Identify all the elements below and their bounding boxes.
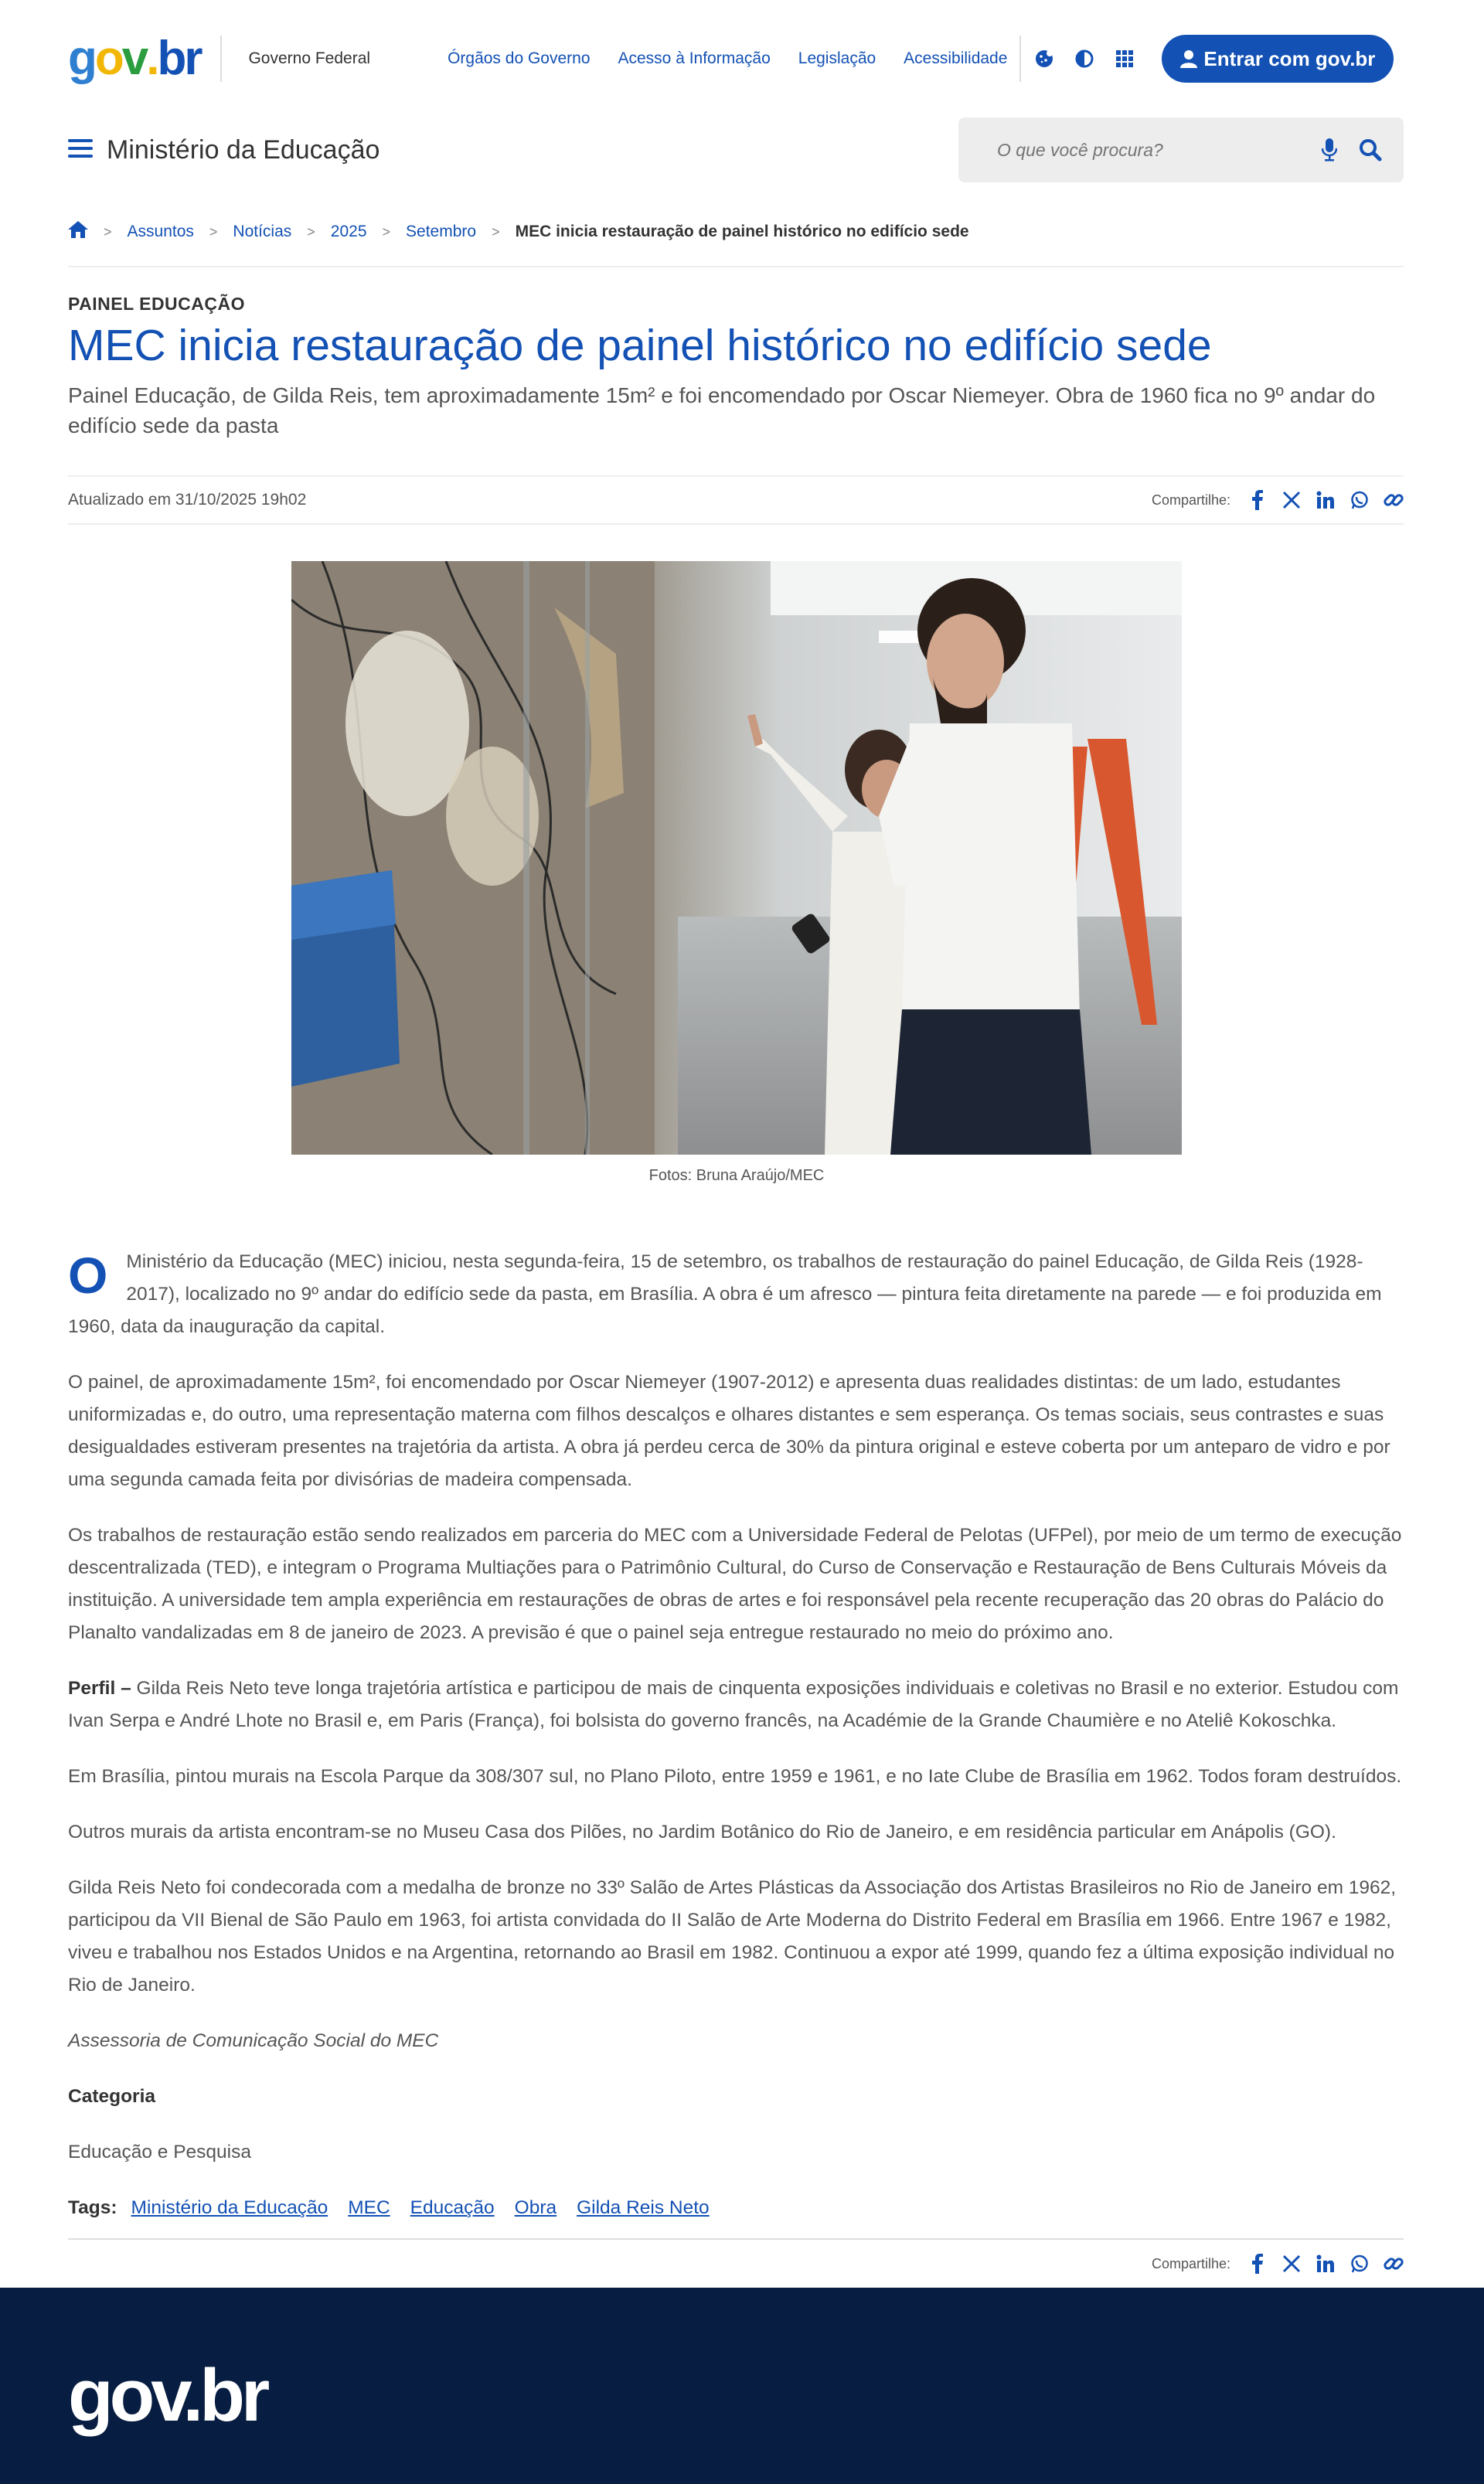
photo-caption: Fotos: Bruna Araújo/MEC xyxy=(648,1167,825,1184)
paragraph: Os trabalhos de restauração estão sendo realizados em parceria do MEC com a Universidade Federal de Pelotas (UFPel), por meio de um termo de execução descentralizada (TED), e integram o Programa Multiações para o Patrimônio Cultural, do Curso de Conservação e Restauração de Bens Culturais Móveis da instituição. A universidade tem ampla experiência em restaurações de obras de artes e foi responsável pela recente recuperação das 20 obras do Palácio do Planalto vandalizadas em 8 de janeiro de 2023. A previsão é que o painel seja entregue restaurado no meio do próximo ano. xyxy=(68,1525,1402,1643)
article-title: MEC inicia restauração de painel histórico no edifício sede xyxy=(68,321,1212,370)
breadcrumb-current: MEC inicia restauração de painel histórico no edifício sede xyxy=(515,223,969,240)
linkedin-icon[interactable] xyxy=(1316,2254,1336,2274)
article-photo xyxy=(291,561,1182,1155)
copy-link-icon[interactable] xyxy=(1384,490,1404,510)
search-icon[interactable] xyxy=(1359,138,1382,162)
tag-link[interactable]: Educação xyxy=(410,2197,495,2218)
governo-federal-label: Governo Federal xyxy=(248,49,371,67)
article-body xyxy=(68,1246,1404,2224)
site-title[interactable]: Ministério da Educação xyxy=(107,134,380,165)
article-subtitle: Painel Educação, de Gilda Reis, tem aproximadamente 15m² e foi encomendado por Oscar Niemeyer. Obra de 1960 fica no 9º andar do edifício sede da pasta xyxy=(68,383,1376,438)
apps-grid-icon[interactable] xyxy=(1114,48,1135,70)
link-orgaos[interactable]: Órgãos do Governo xyxy=(448,49,591,67)
top-header xyxy=(68,28,1404,90)
login-button[interactable]: Entrar com gov.br xyxy=(1162,35,1394,83)
cookie-icon[interactable] xyxy=(1033,48,1055,70)
govbr-logo[interactable]: g o v . br xyxy=(68,32,201,85)
tag-link[interactable]: Obra xyxy=(514,2197,557,2218)
author-signature: Assessoria de Comunicação Social do MEC xyxy=(68,2030,439,2051)
share-label: Compartilhe: xyxy=(1151,492,1230,508)
whatsapp-icon[interactable] xyxy=(1350,2254,1370,2274)
user-icon xyxy=(1180,49,1197,68)
category-value: Educação e Pesquisa xyxy=(68,2142,251,2162)
x-twitter-icon[interactable] xyxy=(1281,490,1302,510)
home-icon[interactable] xyxy=(68,221,88,243)
divider xyxy=(1019,36,1021,82)
search-input[interactable] xyxy=(996,139,1300,162)
top-links xyxy=(448,49,1007,68)
article-meta xyxy=(68,475,1404,525)
tags-label: Tags: xyxy=(68,2197,117,2218)
perfil-label: Perfil – xyxy=(68,1678,131,1699)
site-header xyxy=(68,116,1404,184)
share-bar xyxy=(1152,490,1404,510)
menu-icon[interactable] xyxy=(68,138,93,163)
tag-link[interactable]: Ministério da Educação xyxy=(131,2197,328,2218)
link-acesso-informacao[interactable]: Acesso à Informação xyxy=(618,49,771,67)
paragraph: Outros murais da artista encontram-se no Museu Casa dos Pilões, no Jardim Botânico do Rio de Janeiro, e em residência particular em Anápolis (GO). xyxy=(68,1822,1336,1843)
updated-date: Atualizado em 31/10/2025 19h02 xyxy=(68,491,307,509)
microphone-icon[interactable] xyxy=(1322,138,1337,162)
chevron-right-icon: > xyxy=(492,223,500,240)
category-label: Categoria xyxy=(68,2086,156,2107)
paragraph: O Ministério da Educação (MEC) iniciou, nesta segunda-feira, 15 de setembro, os trabalhos de restauração do painel Educação, de Gilda Reis (1928-2017), localizado no 9º andar do edifício sede da pasta, em Brasília. A obra é um afresco — pintura feita diretamente na parede — e foi produzida em 1960, data da inauguração da capital. xyxy=(68,1247,1382,1337)
article-kicker: PAINEL EDUCAÇÃO xyxy=(68,294,245,314)
breadcrumb-noticias[interactable]: Notícias xyxy=(233,223,292,240)
breadcrumb-2025[interactable]: 2025 xyxy=(330,223,367,240)
search-bar xyxy=(958,117,1404,182)
paragraph: Perfil – Gilda Reis Neto teve longa trajetória artística e participou de mais de cinquenta exposições individuais e coletivas no Brasil e no exterior. Estudou com Ivan Serpa e André Lhote no Brasil e, em Paris (França), foi bolsista do governo francês, na Académie de la Grande Chaumière e no Ateliê Kokoschka. xyxy=(68,1678,1399,1731)
linkedin-icon[interactable] xyxy=(1316,490,1336,510)
whatsapp-icon[interactable] xyxy=(1350,490,1370,510)
chevron-right-icon: > xyxy=(104,223,112,240)
facebook-icon[interactable] xyxy=(1247,2254,1268,2274)
x-twitter-icon[interactable] xyxy=(1281,2254,1302,2274)
breadcrumb-assuntos[interactable]: Assuntos xyxy=(127,223,194,240)
paragraph: O painel, de aproximadamente 15m², foi encomendado por Oscar Niemeyer (1907-2012) e apresenta duas realidades distintas: de um lado, estudantes uniformizadas e, do outro, uma representação materna com filhos descalços e olhares distantes e sem esperança. Os temas sociais, seus contrastes e suas desigualdades estiveram presentes na trajetória da artista. A obra já perdeu cerca de 30% da pintura original e esteve coberta por um anteparo de vidro e por uma segunda camada feita por divisórias de madeira compensada. xyxy=(68,1372,1390,1490)
bottom-share-bar xyxy=(68,2238,1404,2288)
paragraph: Em Brasília, pintou murais na Escola Parque da 308/307 sul, no Plano Piloto, entre 1959 e 1961, e no Iate Clube de Brasília em 1962. Todos foram destruídos. xyxy=(68,1766,1402,1787)
facebook-icon[interactable] xyxy=(1247,490,1268,510)
tag-link[interactable]: Gilda Reis Neto xyxy=(577,2197,710,2218)
link-legislacao[interactable]: Legislação xyxy=(798,49,876,67)
breadcrumb-setembro[interactable]: Setembro xyxy=(406,223,477,240)
paragraph: Gilda Reis Neto foi condecorada com a medalha de bronze no 33º Salão de Artes Plásticas da Associação dos Artistas Brasileiros no Rio de Janeiro em 1962, participou da VII Bienal de São Paulo em 1963, foi artista convidada do II Salão de Arte Moderna do Distrito Federal em Brasília em 1966. Entre 1967 e 1982, viveu e trabalhou nos Estados Unidos e na Argentina, retornando ao Brasil em 1982. Continuou a expor até 1999, quando fez a última exposição individual no Rio de Janeiro. xyxy=(68,1877,1397,1996)
contrast-icon[interactable] xyxy=(1074,48,1095,70)
breadcrumb xyxy=(68,216,1404,267)
footer-govbr-logo[interactable]: gov.br xyxy=(68,2354,267,2437)
tags xyxy=(68,2192,1404,2224)
share-label: Compartilhe: xyxy=(1151,2255,1230,2271)
divider xyxy=(220,36,222,82)
footer xyxy=(0,2288,1484,2484)
tag-link[interactable]: MEC xyxy=(348,2197,390,2218)
chevron-right-icon: > xyxy=(307,223,315,240)
link-acessibilidade[interactable]: Acessibilidade xyxy=(904,49,1008,67)
copy-link-icon[interactable] xyxy=(1384,2254,1404,2274)
chevron-right-icon: > xyxy=(382,223,391,240)
chevron-right-icon: > xyxy=(209,223,218,240)
drop-cap: O xyxy=(68,1247,108,1304)
